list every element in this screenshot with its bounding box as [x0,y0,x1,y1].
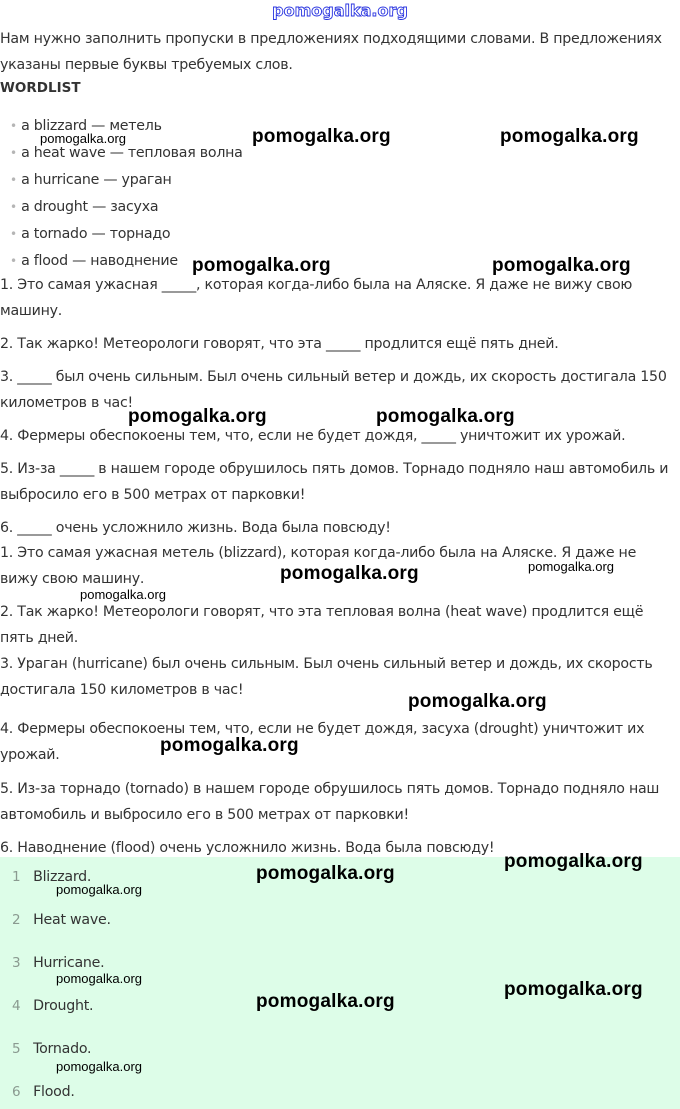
watermark: pomogalka.org [252,126,391,147]
answer-item [12,998,93,1014]
answer-text: Hurricane. [33,955,105,971]
exercise-sentence-6: 6. _____ очень усложнило жизнь. Вода была повсюду! [0,520,391,536]
watermark: pomogalka.org [256,863,395,884]
watermark: pomogalka.org [504,979,643,1000]
solution-sentence-2: 2. Так жарко! Метеорологи говорят, что эта тепловая волна (heat wave) продлится ещё пять дней. [0,604,644,646]
answer-item [12,1041,91,1057]
answer-text: Flood. [33,1084,75,1100]
answer-number: 1 [12,869,21,885]
site-title[interactable]: pomogalka.org [272,1,408,20]
intro-text: Нам нужно заполнить пропуски в предложениях подходящими словами. В предложениях указаны первые буквы требуемых слов. [0,31,662,73]
exercise-sentence-5: 5. Из-за _____ в нашем городе обрушилось пять домов. Торнадо подняло наш автомобиль и выбросило его в 500 метрах от парковки! [0,461,669,503]
watermark: pomogalka.org [256,991,395,1012]
watermark: pomogalka.org [192,255,331,276]
watermark: pomogalka.org [528,559,614,574]
watermark: pomogalka.org [128,406,267,427]
watermark: pomogalka.org [80,587,166,602]
wordlist-item: • a tornado — торнадо [10,226,171,242]
watermark: pomogalka.org [160,735,299,756]
answer-number: 3 [12,955,21,971]
answer-number: 5 [12,1041,21,1057]
solution-sentence-6: 6. Наводнение (flood) очень усложнило жизнь. Вода была повсюду! [0,840,495,856]
watermark: pomogalka.org [40,131,126,146]
bullet-icon: • [10,146,17,160]
answer-text: Blizzard. [33,869,92,885]
wordlist-item: • a drought — засуха [10,199,159,215]
bullet-icon: • [10,227,17,241]
solution-sentence-1: 1. Это самая ужасная метель (blizzard), которая когда-либо была на Аляске. Я даже не вижу свою машину. [0,545,637,587]
answer-number: 2 [12,912,21,928]
exercise-sentence-4: 4. Фермеры обеспокоены тем, что, если не будет дождя, _____ уничтожит их урожай. [0,428,626,444]
watermark: pomogalka.org [408,691,547,712]
bullet-icon: • [10,254,17,268]
solution-sentence-5: 5. Из-за торнадо (tornado) в нашем городе обрушилось пять домов. Торнадо подняло наш автомобиль и выбросило его в 500 метрах от парковки! [0,781,660,823]
answer-number: 6 [12,1084,21,1100]
wordlist-item: • a blizzard — метель [10,118,162,134]
wordlist-item: • a flood — наводнение [10,253,178,269]
answer-text: Drought. [33,998,94,1014]
bullet-icon: • [10,200,17,214]
wordlist-heading: WORDLIST [0,80,81,96]
wordlist-item: • a hurricane — ураган [10,172,172,188]
answer-text: Heat wave. [33,912,111,928]
solution-sentence-4: 4. Фермеры обеспокоены тем, что, если не будет дождя, засуха (drought) уничтожит их урожай. [0,721,645,763]
answer-number: 4 [12,998,21,1014]
watermark: pomogalka.org [56,971,142,986]
answer-item [12,955,104,971]
watermark: pomogalka.org [504,851,643,872]
solution-sentence-3: 3. Ураган (hurricane) был очень сильным. Был очень сильный ветер и дождь, их скорость достигала 150 километров в час! [0,656,653,698]
wordlist-item: • a heat wave — тепловая волна [10,145,243,161]
answer-text: Tornado. [33,1041,92,1057]
exercise-sentence-3: 3. _____ был очень сильным. Был очень сильный ветер и дождь, их скорость достигала 150 километров в час! [0,369,667,411]
answer-item [12,1084,75,1100]
watermark: pomogalka.org [376,406,515,427]
bullet-icon: • [10,119,17,133]
bullet-icon: • [10,173,17,187]
watermark: pomogalka.org [56,1059,142,1074]
exercise-sentence-2: 2. Так жарко! Метеорологи говорят, что эта _____ продлится ещё пять дней. [0,336,559,352]
watermark: pomogalka.org [56,882,142,897]
exercise-sentence-1: 1. Это самая ужасная _____, которая когда-либо была на Аляске. Я даже не вижу свою машину. [0,277,633,319]
watermark: pomogalka.org [280,563,419,584]
watermark: pomogalka.org [492,255,631,276]
watermark: pomogalka.org [500,126,639,147]
answer-item [12,912,111,928]
